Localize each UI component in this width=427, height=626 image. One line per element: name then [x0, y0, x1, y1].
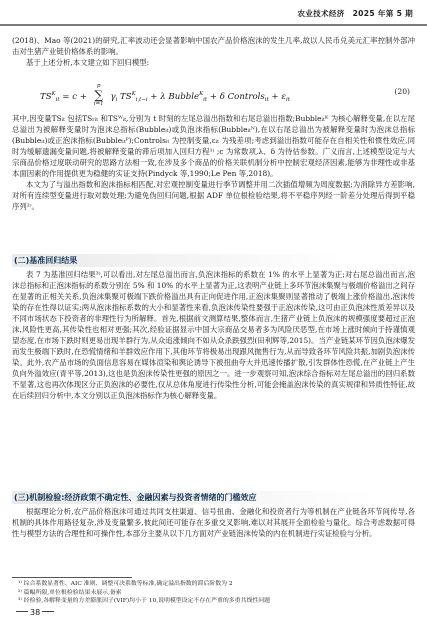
baseline-results — [12, 269, 415, 401]
equation-number: (20) — [394, 87, 410, 96]
equation-body: $TS^K_{it} = c$ + p ∑ i=1 $\gamma_i$ $TS^K_{i,t-i} + \lambda$ Bubble$^K_{it}$ + δ Controls$_{it}$ + $\varepsilon_{it}$ — [40, 83, 290, 107]
footnote-3: ³⁾ 经检验,各解释变量的方差膨胀因子(VIF)均小于 10,说明模型设定不存在严重的多重共线性问题 — [18, 598, 271, 605]
paragraph-baseline: 表 7 为基准回归结果³⁾,可以看出,对左尾总溢出而言,负泡沫指标的系数在 1% 的水平上显著为正;对右尾总溢出而言,泡沫总指标和正泡沫指标的系数分别在 5% 和 10% 的水平上显著为正,这表明产业链上多环节泡沫集聚与极端价格溢出之间存在显著的正相关关系,负泡沫集聚可极端下跌价格溢出具有正向促进作用,正泡沫集聚则显著推动了极端上涨价格溢出,泡沫传染的存在性得以证实;两从泡沫指标系数的大小和显著性来看,负泡沫传染性要强于正泡沫传染,这可由正负泡沫性质差异以及不同市场状态下投资者的非理性行为所解释。首先,根据前文测算结果,整体而言,生猪产业链上负泡沫的规模强度要超过正泡沫,风险性更高,其传染性也相对更强;其次,经验证据显示中国大宗商品交易者多为风险厌恶型,在市场上涨时倾向于持谨慎观望态度,在市场下跌时则更易出现羊群行为,从众追涨倾向不如从众杀跌强烈(田利辉等,2015)。当产业链某环节因负泡沫爆发而发生极端下跌时,在恐慌情绪和羊群效应作用下,其他环节将极易出现跟风抛售行为,从而导致各环节风险共振,加剧负泡沫传染。此外,农产品市场的负面信息容易在媒体渲染和舆论诱导下被扭曲夸大并迅速传播扩散,引发群体性恐慌,在产业链上产生负向外溢效应(青平等,2013),这也是负泡沫传染性更强的原因之一。进一步观察可知,泡沫综合指标对左尾总溢出的回归系数不显著,这也再次体现区分正负泡沫的必要性,仅从总体角度进行传染性分析,可能会掩盖泡沫传染的真实规律和异质性特征,故在后续回归分析中,本文分别以正负泡沫指标作为核心解释变量。 — [12, 270, 415, 400]
page-number-dash-right — [42, 611, 54, 612]
variable-description — [12, 113, 415, 212]
paragraph-continued: (2018)、Mao 等(2021)的研究,汇率波动还会显著影响中国农产品价格泡沫的发生几率,故以人民币兑美元汇率控制外部冲击对生猪产业链价格体系的影响。 — [12, 36, 415, 56]
footnotes — [18, 580, 413, 606]
footnote-2: ²⁾ 篇幅所限,单位根检验结果未展示,备索 — [18, 589, 122, 596]
paragraph-mechanism: 根据理论分析,农产品价格泡沫可通过共同支柱渠道、信号扭曲、金融化和投资者行为等机制在产业链各环节间传导,各机制的具体作用路径复杂,涉及变量繁多,彼此间还可能存在多重交叉影响,难以对其展开全面检验与量化。综合考虑数据可得性与模型方法的合理性和可操作性,本部分主要从以下几方面对产业链泡沫传染的内在机制进行实证检验与分析。 — [12, 507, 415, 538]
footnote-rule — [12, 577, 132, 578]
regression-equation — [40, 82, 410, 106]
running-head: 农业技术经济 2025 年第 5 期 — [297, 9, 413, 18]
page-number-value: 38 — [30, 608, 41, 617]
paragraph-data-processing: 本文为了与溢出指数和泡沫指标相匹配,对宏观控制变量进行季节调整并用二次插值增频为周度数据;为消除异方差影响,对所有连续型变量进行取对数处理;为避免伪回归问题,根据 ADF 单位根检验结果,将不平稳序列经一阶差分处理后得到平稳序列²⁾。 — [12, 180, 415, 211]
section-heading-mechanism: (三)机制检验:经济政策不确定性、金融因素与投资者情绪的门槛效应 — [12, 491, 374, 504]
page-number-dash-left — [16, 611, 28, 612]
intro-text — [12, 35, 415, 68]
section-heading-baseline: (二)基准回归结果 — [12, 254, 344, 267]
footnote-1: ¹⁾ 综合系数显著性、AIC 准则、调整可决系数等标准,确定溢出指数的滞后阶数为 2 — [18, 581, 233, 587]
header-rule — [0, 24, 427, 26]
mechanism-text — [12, 506, 415, 539]
page-number — [14, 608, 56, 617]
paragraph-model-intro: 基于上述分析,本文建立如下回归模型: — [26, 58, 150, 67]
paragraph-variables: 其中,因变量TSᵢₜ 包括TSᵣᵢₜ 和TSᵂᵢₜ,分别为 t 时刻的左尾总溢出指数和右尾总溢出指数;Bubbleᵢₜᴷ 为核心解释变量,在以左尾总溢出为被解释变量时为泡沫总指标(Bubbleᵢₜ)或负泡沫指标(Bubbleᵢₜᴺ),在以右尾总溢出为被解释变量时为泡沫总指标(Bubbleᵢₜ)或正泡沫指标(Bubbleᵢₜᴾ);Controlsᵢₜ 为控制变量,εᵢₜ 为残差项;考虑到溢出指数可能存在自相关性和惯性效应,同时为缓解遗漏变量问题,将被解释变量的滞后项加入回归方程¹⁾ ;c 为常数项,λ、δ 为待估参数。广义而言,上述模型设定与大宗商品价格过度联动研究的思路方法相一致,在涉及多个商品的价格关联机制分析中控制宏观经济因素,能够为非理性或非基本面因素的作用提供更为稳健的实证支持(Pindyck 等,1990;Le Pen 等,2018)。 — [12, 114, 415, 178]
